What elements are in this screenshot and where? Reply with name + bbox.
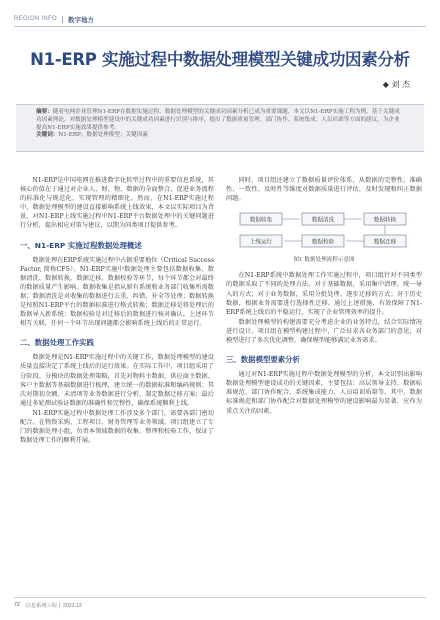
section2-paragraph-1: 数据处理是N1-ERP实施过程中的关键工作，数据处理模型的建设质量直接决定了系统上线后的运行效果。在实际工作中，项目组采用了分阶段、分模块的数据处理策略，首先对物料主数据、供应商主数据、客户主数据等基础数据进行梳理，建立统一的数据标准和编码规则；其次对期初余额、未清项等业务数据进行分析，制定数据迁移方案；最后通过多轮测试验证数据的准确性和完整性，确保系统顺利上线。 — [20, 354, 214, 407]
abstract-box — [16, 104, 424, 152]
process-step-label: 数据迁移 — [373, 239, 397, 246]
journal-info: 信息系统工程 │ 2021.12 — [25, 602, 82, 609]
keywords-label: 关键词： — [36, 132, 59, 139]
page-footer — [14, 600, 426, 610]
process-diagram — [226, 207, 422, 253]
header-region: REGION INFO — [14, 16, 57, 22]
section-heading-2: 二、数据处理工作实践 — [20, 338, 94, 348]
abstract-label: 摘要： — [36, 109, 53, 115]
article-author — [383, 79, 410, 90]
abstract-paragraph — [36, 109, 404, 132]
left-column — [20, 176, 214, 446]
process-step-label: 数据清洗 — [311, 217, 335, 224]
intro-paragraph: N1-ERP是中国电网在推进数字化转型过程中的重要信息系统，其核心价值在于通过对企业人、财、物、数据的全面整合，促进业务流程的标准化与规范化，实现管理的精细化。然而，在N1-ERP实施过程中，数据处理模型的建设直接影响系统上线效果，本文以实际项目为背景，对N1-ERP上线实施过程中N1-ERP平台数据处理中的关键问题进行分析，提出相应对策与建议，以期为同类项目提供参考。 — [20, 177, 214, 230]
process-step-label: 数据校验 — [311, 239, 335, 246]
process-step-label: 数据转换 — [373, 217, 397, 224]
header-separator — [62, 16, 63, 23]
author-text: ◆ 刘 杰 — [382, 80, 410, 89]
section-heading-3: 三、数据模型要素分析 — [226, 355, 300, 365]
footer-divider — [14, 597, 426, 598]
abstract-text: 随着电网企业管理N1-ERP在数据实施过程、数据处理模型的关键成功因素分析已成为重要课题，本文以N1-ERP实施工程为例，基于关键成功因素理论，对数据处理模型建设中的关键成功因素进行识别与排序，提出了数据质量管理、部门协作、系统集成、人员培训等方面的建议，为企业提高N1-ERP实施效果提供参考。 — [36, 109, 400, 131]
page-number: 72 — [14, 602, 20, 608]
keywords-line — [36, 132, 404, 140]
right-column — [226, 176, 422, 417]
process-step-label: 数据收集 — [249, 217, 273, 224]
section-heading-1: 一、N1-ERP 实施过程数据处理概述 — [20, 240, 142, 250]
keywords-text: N1-ERP；数据处理模型；关键因素 — [58, 132, 148, 139]
process-step-label: 上线运行 — [249, 239, 273, 246]
page-header — [14, 14, 94, 24]
right-paragraph-2: 在N1-ERP系统中数据处理工作实施过程中，项目组针对不同类型的数据采取了不同的处理方法。对于基础数据，采用集中清理、统一导入的方式；对于业务数据，采用分批处理、逐步迁移的方式；对于历史数据，根据业务需要进行选择性迁移。通过上述措施，有效保障了N1-ERP系统上线后的平稳运行，实现了企业管理效率的提升。 — [226, 272, 422, 316]
article-title: N1-ERP 实施过程中数据处理模型关键成功因素分析 — [30, 50, 410, 69]
right-paragraph-1: 同时，项目组还建立了数据质量评价体系，从数据的完整性、准确性、一致性、及时性等维度对数据质量进行评估，及时发现和纠正数据问题。 — [226, 177, 422, 203]
header-column-name: 数字地方 — [67, 16, 94, 24]
process-figure — [226, 207, 422, 253]
section3-paragraph: 通过对N1-ERP实施过程中数据处理模型的分析，本文识别出影响数据处理模型建设成功的关键因素，主要包括：高层领导支持、数据标准规范、部门协作配合、系统集成能力、人员培训质量等。其中，数据标准规范和部门协作配合对数据处理模型的建设影响最为显著，应作为重点关注的因素。 — [226, 371, 422, 415]
header-divider — [14, 26, 426, 27]
figure-caption: 图1 数据处理流程示意图 — [293, 257, 355, 264]
right-paragraph-3: 数据处理模型的构建需要充分考虑企业的业务特点，结合实际情况进行设计。项目组在模型构建过程中，广泛征求各业务部门的意见，对模型进行了多次优化调整，确保模型能够满足业务需求。 — [226, 318, 422, 345]
section1-paragraph: 数据处理在ERP系统实施过程中占据重要地位（Critical Success Factor, 简称CFS）。N1-ERP实施中数据处理主要包括数据收集、数据清洗、数据转换、数据迁移、数据校验等环节，每个环节都会对最终的数据质量产生影响。数据收集是指从原有系统和业务部门收集所需数据；数据清洗是对收集的数据进行去重、纠错、补全等处理；数据转换是按照N1-ERP平台的数据标准进行格式转换；数据迁移是将处理后的数据导入新系统；数据校验是对迁移后的数据进行核对确认。上述环节相互关联，任何一个环节出现问题都会影响系统上线后的正常运行。 — [20, 256, 214, 328]
section2-paragraph-2: N1-ERP实施过程中数据处理工作涉及多个部门，需要各部门密切配合。在物资采购、工程项目、财务管理等业务领域，项目组建立了专门的数据处理小组，负责本领域数据的收集、整理和校验工作，保证了数据处理工作的顺利开展。 — [20, 409, 214, 445]
